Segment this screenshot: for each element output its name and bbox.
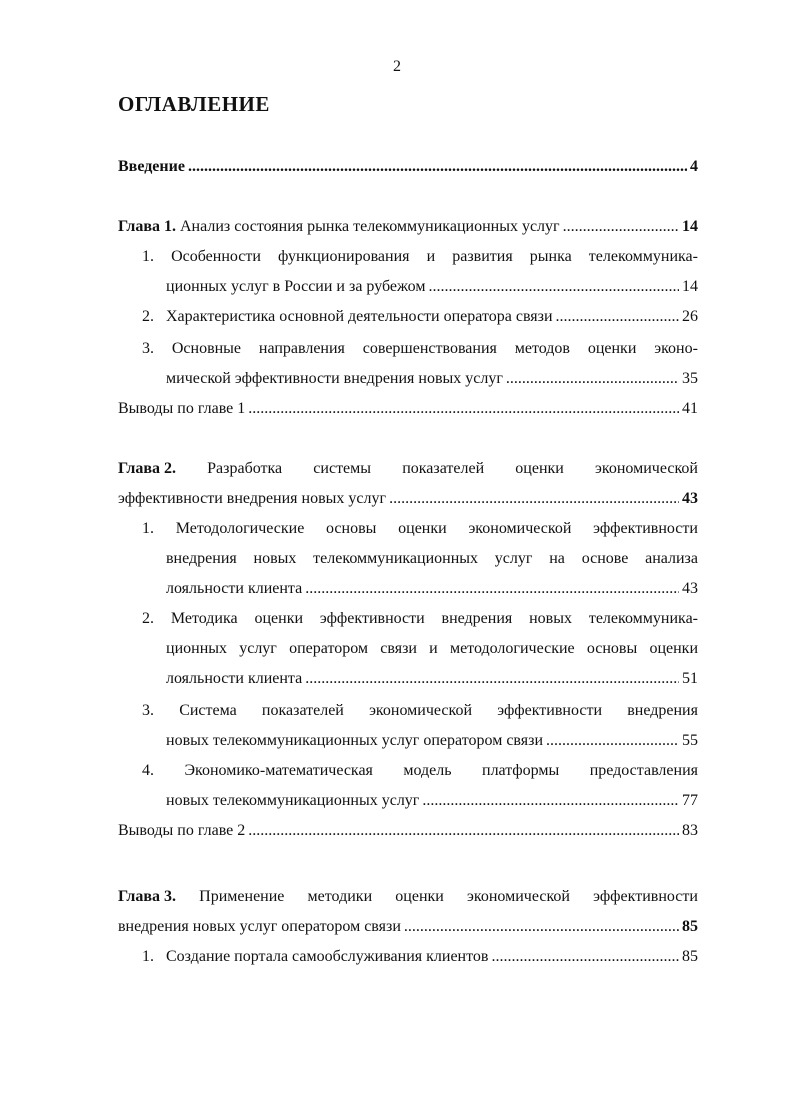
chapter-title: Анализ состояния рынка телекоммуникационных услуг <box>180 218 560 235</box>
word: ционных <box>166 640 227 657</box>
word: Методика <box>170 610 238 627</box>
word: Основные <box>171 340 242 357</box>
section-title: Создание портала самообслуживания клиентов <box>166 948 489 965</box>
word: оценки <box>515 460 564 477</box>
toc-section-1-3-cont[interactable] <box>166 368 698 390</box>
word: функционирования <box>278 248 410 265</box>
word: платформы <box>482 762 560 779</box>
word: новых <box>529 610 572 627</box>
toc-section-2-1[interactable] <box>142 518 698 540</box>
word: направления <box>258 340 345 357</box>
toc-page: 85 <box>682 948 698 965</box>
toc-label: лояльности клиента <box>166 580 303 597</box>
word: услуг <box>494 550 533 567</box>
toc-page: 77 <box>682 792 698 809</box>
word: Применение <box>199 888 285 905</box>
toc-label: лояльности клиента <box>166 670 303 687</box>
word: эффективности <box>497 702 603 719</box>
section-number: 1. <box>142 248 154 265</box>
toc-page: 43 <box>682 490 698 507</box>
toc-label <box>142 946 488 968</box>
toc-page: 83 <box>682 822 698 839</box>
page-title: ОГЛАВЛЕНИЕ <box>118 92 270 116</box>
word: основе <box>581 550 629 567</box>
word: экономической <box>595 460 698 477</box>
word: основы <box>326 520 377 537</box>
toc-leader <box>556 306 679 328</box>
toc-leader <box>422 790 679 812</box>
toc-chapter-1[interactable] <box>118 216 698 238</box>
word: рынка <box>529 248 572 265</box>
word: и <box>429 640 438 657</box>
toc-entry-intro[interactable] <box>118 156 698 178</box>
toc-section-1-1-cont[interactable] <box>166 276 698 298</box>
word: экономической <box>468 520 572 537</box>
toc-page: 85 <box>682 918 698 935</box>
toc-label: Выводы по главе 1 <box>118 400 246 417</box>
word: внедрения <box>627 702 698 719</box>
word: оценки <box>587 340 637 357</box>
toc-leader <box>563 216 679 238</box>
word: оценки <box>649 640 698 657</box>
toc-leader <box>506 368 679 390</box>
toc-label <box>142 306 553 328</box>
toc-leader <box>248 398 679 420</box>
word: эффективности <box>593 888 698 905</box>
page-number: 2 <box>393 58 401 75</box>
toc-label: эффективности внедрения новых услуг <box>118 490 387 507</box>
section-number: 3. <box>142 702 154 719</box>
word: внедрения <box>166 550 237 567</box>
toc-chapter-2[interactable] <box>118 458 698 480</box>
toc-leader <box>188 156 687 178</box>
toc-section-2-4-cont[interactable] <box>166 790 698 812</box>
word: внедрения <box>441 610 513 627</box>
toc-label: ционных услуг в России и за рубежом <box>166 278 426 295</box>
toc-leader <box>546 730 679 752</box>
word: эффективности <box>319 610 425 627</box>
word: основы <box>586 640 638 657</box>
word: телекоммуникационных <box>313 550 479 567</box>
toc-label <box>118 216 560 238</box>
toc-section-1-3[interactable] <box>142 338 698 360</box>
word: телекоммуника- <box>588 610 698 627</box>
toc-section-2-2-cont[interactable] <box>166 668 698 690</box>
chapter-label: Глава 2. <box>118 460 176 477</box>
toc-section-2-1-cont[interactable] <box>166 578 698 600</box>
toc-section-2-3-cont[interactable] <box>166 730 698 752</box>
toc-leader <box>305 578 679 600</box>
word: на <box>549 550 565 567</box>
toc-chapter-2-cont[interactable] <box>118 488 698 510</box>
section-number: 2. <box>142 610 154 627</box>
toc-conclusion-1[interactable] <box>118 398 698 420</box>
word: экономической <box>369 702 473 719</box>
word: Методологические <box>175 520 305 537</box>
word: показателей <box>261 702 344 719</box>
toc-section-2-3[interactable] <box>142 700 698 722</box>
word: экономической <box>467 888 570 905</box>
word: анализа <box>645 550 698 567</box>
word: предоставления <box>589 762 698 779</box>
chapter-label: Глава 1. <box>118 218 176 235</box>
toc-leader <box>389 488 679 510</box>
word: оценки <box>398 520 447 537</box>
toc-page: 14 <box>682 218 698 235</box>
section-title: Характеристика основной деятельности оператора связи <box>166 308 553 325</box>
word: методики <box>307 888 373 905</box>
toc-page: 4 <box>690 158 698 175</box>
section-number: 4. <box>142 762 154 779</box>
toc-section-2-1-line2[interactable] <box>166 548 698 570</box>
section-number: 3. <box>142 340 154 357</box>
word: эффективности <box>593 520 698 537</box>
word: Система <box>179 702 237 719</box>
toc-section-1-2[interactable] <box>142 306 698 328</box>
toc-leader <box>404 916 679 938</box>
word: оператором <box>289 640 369 657</box>
word: показателей <box>402 460 485 477</box>
word: совершенствования <box>362 340 497 357</box>
section-number: 2. <box>142 308 154 325</box>
section-number: 1. <box>142 948 154 965</box>
chapter-label: Глава 3. <box>118 888 176 905</box>
toc-page: 43 <box>682 580 698 597</box>
word: системы <box>313 460 372 477</box>
toc-label: новых телекоммуникационных услуг оператором связи <box>166 732 543 749</box>
toc-section-2-2-line2[interactable] <box>166 638 698 660</box>
word: Экономико-математическая <box>184 762 373 779</box>
word: развития <box>452 248 513 265</box>
toc-conclusion-2[interactable] <box>118 820 698 842</box>
section-number: 1. <box>142 520 154 537</box>
word: новых <box>253 550 297 567</box>
word: модель <box>403 762 452 779</box>
toc-leader <box>305 668 679 690</box>
word: методов <box>514 340 570 357</box>
word: связи <box>380 640 417 657</box>
toc-page: 14 <box>682 278 698 295</box>
toc-label: мической эффективности внедрения новых услуг <box>166 370 503 387</box>
toc-section-2-4[interactable] <box>142 760 698 782</box>
toc-page: 26 <box>682 308 698 325</box>
toc-label: внедрения новых услуг оператором связи <box>118 918 401 935</box>
toc-chapter-3[interactable] <box>118 886 698 908</box>
word: Разработка <box>207 460 283 477</box>
word: услуг <box>239 640 277 657</box>
word: методологические <box>449 640 575 657</box>
toc-leader <box>248 820 679 842</box>
toc-page: 41 <box>682 400 698 417</box>
toc-section-2-2[interactable] <box>142 608 698 630</box>
word: эконо- <box>654 340 698 357</box>
word: телекоммуника- <box>588 248 698 265</box>
toc-chapter-3-cont[interactable] <box>118 916 698 938</box>
toc-leader <box>429 276 680 298</box>
toc-label: Выводы по главе 2 <box>118 822 246 839</box>
toc-page: 51 <box>682 670 698 687</box>
toc-section-3-1[interactable] <box>142 946 698 968</box>
toc-label: новых телекоммуникационных услуг <box>166 792 420 809</box>
word: и <box>426 248 436 265</box>
toc-label: Введение <box>118 158 185 175</box>
toc-leader <box>491 946 679 968</box>
toc-page: 55 <box>682 732 698 749</box>
toc-section-1-1[interactable] <box>142 246 698 268</box>
word: оценки <box>395 888 444 905</box>
toc-page: 35 <box>682 370 698 387</box>
word: оценки <box>254 610 304 627</box>
word: Особенности <box>171 248 261 265</box>
